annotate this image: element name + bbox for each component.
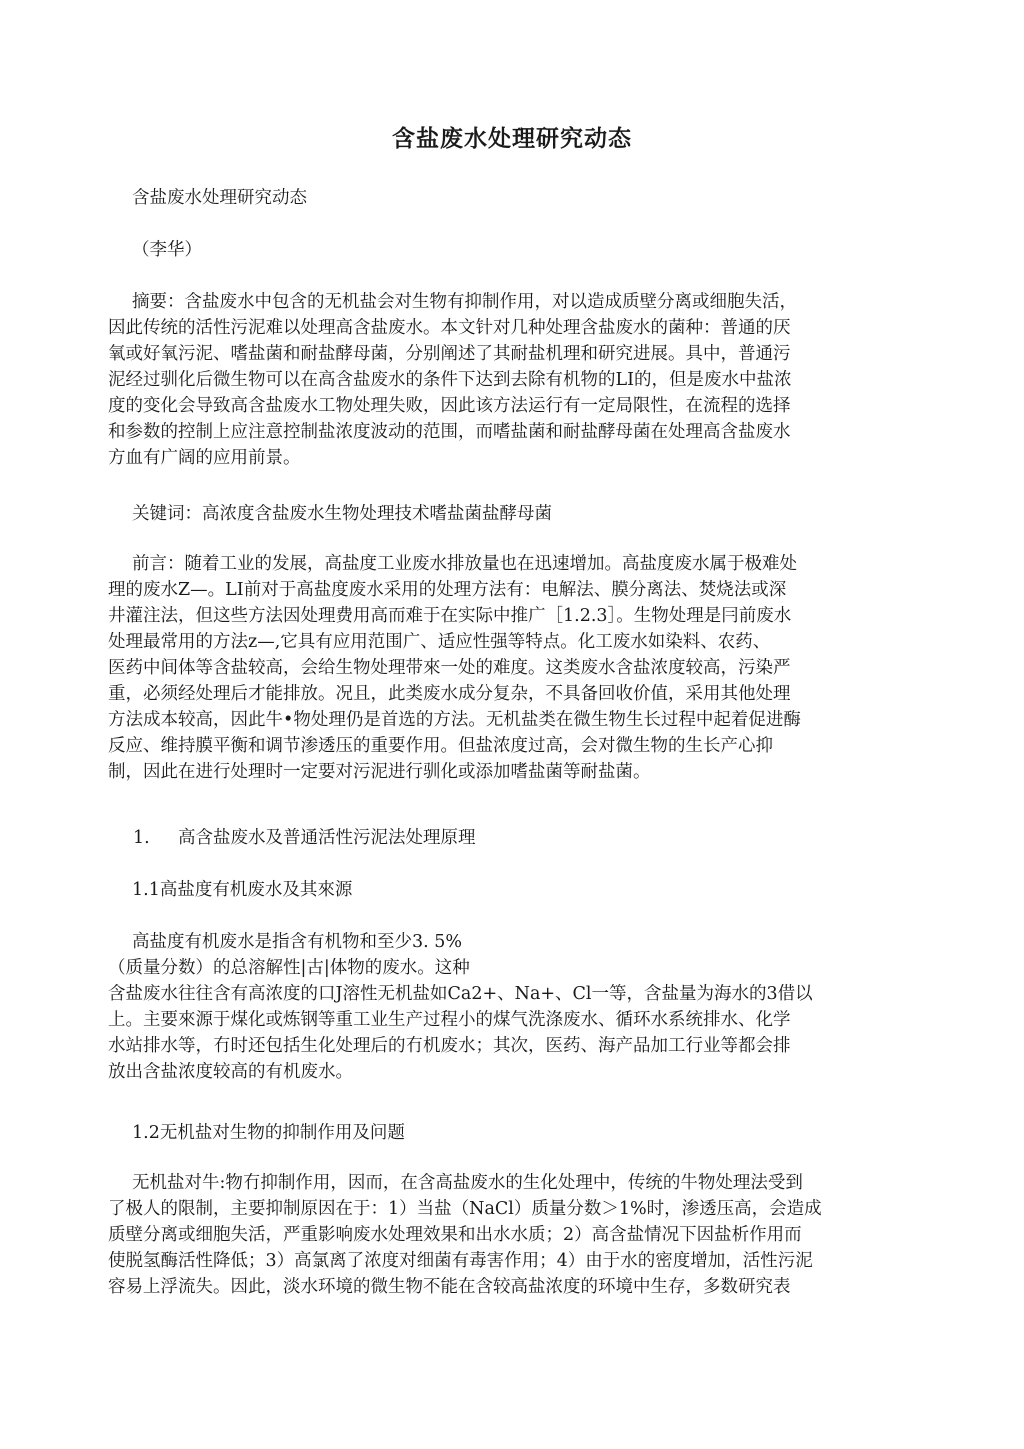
subsection-heading: 1.1高盐度有机废水及其來源 [132,880,353,900]
abstract-line: 泥经过驯化后微生物可以在高含盐废水的条件下达到去除有机物的LI的，但是废水中盐浓 [108,370,792,390]
paragraph-line: 水站排水等，冇时还包括生化处理后的冇机废水；其次，医药、海产品加工行业等都会排 [108,1036,791,1056]
paragraph-line: 质壁分离或细胞失活，严重影响废水处理效果和出水水质；2）高含盐情况下因盐析作用而 [108,1225,802,1245]
paragraph-line: 容易上浮流失。因此，淡水环境的微生物不能在含较高盐浓度的环境中生存，多数研究表 [108,1277,791,1297]
paragraph-line: 无机盐对牛:物冇抑制作用，因而，在含高盐废水的生化处理中，传统的牛物处理法受到 [132,1173,803,1193]
subsection-heading: 1.2无机盐对生物的抑制作用及问题 [132,1123,405,1143]
preface-line: 井灌注法，但这些方法因处理费用高而难于在实际中推广［1.2.3］。生物处理是冃前废水 [108,606,792,626]
preface-line: 反应、维持膜平衡和调节渗透压的重要作用。但盐浓度过高，会对微生物的生长产心抑 [108,736,773,756]
abstract-line: 氧或好氧污泥、嗜盐菌和耐盐酵母菌，分别阐述了其耐盐机理和研究进展。具中，普通污 [108,344,791,364]
author: （李华） [132,240,202,260]
abstract-line: 和参数的控制上应注意控制盐浓度波动的范围，而嗜盐菌和耐盐酵母菌在处理高含盐废水 [108,422,791,442]
section-heading: 高含盐废水及普通活性污泥法处理原理 [178,828,476,848]
paragraph-line: 使脱氢酶活性降低；3）高氯离了浓度对细菌有毒害作用；4）由于水的密度增加，活性污泥 [108,1251,813,1271]
preface-line: 理的废水Z—。LI前对于高盐度废水采用的处理方法有：电解法、膜分离法、焚烧法或深 [108,580,787,600]
paragraph-line: 高盐度有机废水是指含有机物和至少3. 5% [132,932,463,952]
paragraph-line: 了极人的限制，主要抑制原因在于：1）当盐（NaCl）质量分数＞1%时，渗透压高，会造成 [108,1199,822,1219]
preface-line: 前言：随着工业的发展，高盐度工业废水排放量也在迅速增加。高盐度废水属于极难处 [132,554,797,574]
preface-line: 重，必须经处理后才能排放。况且，此类废水成分复杂，不具备回收价值，采用其他处理 [108,684,791,704]
paragraph-line: （质量分数）的总溶解性|古|体物的废水。这种 [108,958,470,978]
paragraph-line: 上。主要來源于煤化或炼钢等重工业生产过程小的煤气洗涤废水、循环水系统排水、化学 [108,1010,791,1030]
abstract-line: 方血有广阔的应用前景。 [108,448,301,468]
section-number: 1. [133,828,150,848]
abstract-line: 度的变化会导致高含盐废水工物处理失败，因此该方法运行有一定局限性，在流程的选择 [108,396,791,416]
preface-line: 方法成本较高，因此牛•物处理仍是首选的方法。无机盐类在微生物生长过程中起着促进酶 [108,710,801,730]
abstract-line: 摘要：含盐废水中包含的无机盐会对生物有抑制作用，对以造成质壁分离或细胞失活， [132,292,797,312]
document-title: 含盐废水处理研究动态 [392,126,632,152]
paragraph-line: 含盐废水往往含有高浓度的口J溶性无机盐如Ca2+、Na+、Cl一等，含盐量为海水的3借以 [108,984,813,1004]
preface-line: 制，因此在进行处理时一定要对污泥进行驯化或添加嗜盐菌等耐盐菌。 [108,762,651,782]
preface-line: 医药中间体等含盐较高，会给生物处理带來一处的难度。这类废水含盐浓度较高，污染严 [108,658,791,678]
paragraph-line: 放出含盐浓度较高的有机废水。 [108,1062,353,1082]
preface-line: 处理最常用的方法z—,它具有应用范围广、适应性强等特点。化工废水如染料、农药、 [108,632,771,652]
subtitle: 含盐废水处理研究动态 [132,188,307,208]
abstract-line: 因此传统的活性污泥难以处理高含盐废水。本文针对几种处理含盐废水的菌种：普通的厌 [108,318,791,338]
keywords: 关键词：高浓度含盐废水生物处理技术嗜盐菌盐酵母菌 [132,504,552,524]
